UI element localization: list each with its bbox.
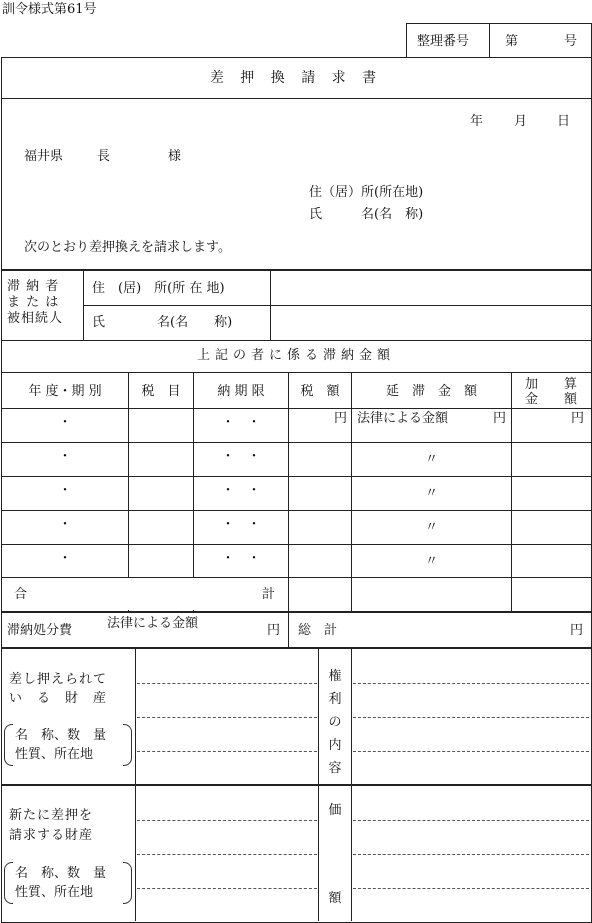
paren-right bbox=[123, 724, 132, 766]
row-dots: ・ ・ bbox=[221, 449, 261, 464]
form-title: 差 押 換 請 求 書 bbox=[209, 70, 383, 86]
paren-right bbox=[123, 862, 132, 904]
th-nokigen: 納 期 限 bbox=[217, 384, 265, 399]
fees-total-label: 総 計 bbox=[298, 623, 338, 638]
th-entai: 延 滞 金 額 bbox=[385, 384, 477, 399]
th-zeimoku: 税 目 bbox=[141, 384, 181, 399]
total-left: 合 bbox=[14, 587, 28, 602]
row-ditto: 〃 bbox=[424, 452, 438, 467]
th-kasan: 加 算 金 額 bbox=[524, 377, 577, 407]
addressee-pref: 福井県 bbox=[24, 149, 64, 164]
row-dot: ・ bbox=[58, 551, 72, 566]
fees-label: 滞納処分費 bbox=[7, 623, 73, 638]
fees-legal-amount: 法律による金額 bbox=[107, 616, 199, 631]
delinquent-address-label: 住 (居) 所(所 在 地) bbox=[92, 281, 225, 296]
seized-property-label: 差し押えられて い る 財 産 bbox=[9, 672, 108, 706]
delinquent-name-label: 氏 名(名 称) bbox=[92, 315, 233, 330]
row-kasan-yen: 円 bbox=[570, 411, 584, 426]
date-month: 月 bbox=[514, 114, 528, 129]
requested-detail: 名 称、数 量 性質、所在地 bbox=[15, 866, 107, 900]
th-zeigaku: 税 額 bbox=[300, 384, 340, 399]
value-label-top: 価 bbox=[328, 803, 342, 818]
reference-number-box bbox=[406, 23, 592, 58]
addressee-cho: 長 bbox=[97, 149, 111, 164]
date-day: 日 bbox=[557, 114, 571, 129]
requested-property-label: 新たに差押を 請求する財産 bbox=[9, 808, 94, 843]
reference-dai: 第 bbox=[505, 34, 519, 49]
applicant-name-label: 氏 名(名 称) bbox=[309, 207, 424, 222]
form-id: 訓令様式第61号 bbox=[2, 2, 97, 17]
th-nendo: 年 度・期 別 bbox=[28, 384, 102, 399]
row-dot: ・ bbox=[58, 415, 72, 430]
fees-total-yen: 円 bbox=[570, 623, 584, 638]
row-dot: ・ bbox=[58, 483, 72, 498]
seized-detail: 名 称、数 量 性質、所在地 bbox=[15, 728, 107, 762]
applicant-address-label: 住（居）所(所在地) bbox=[309, 185, 424, 200]
right-content-label: 権 利 の 内 容 bbox=[328, 669, 342, 776]
row-dots: ・ ・ bbox=[221, 415, 261, 430]
paren-left bbox=[4, 724, 13, 766]
reference-go: 号 bbox=[564, 34, 578, 49]
reference-number-label: 整理番号 bbox=[417, 34, 470, 49]
paren-left bbox=[4, 862, 13, 904]
row-legal-amount: 法律による金額 bbox=[357, 411, 449, 426]
row-dots: ・ ・ bbox=[221, 517, 261, 532]
section-title: 上記の者に係る滞納金額 bbox=[196, 348, 395, 363]
row-yen: 円 bbox=[333, 411, 347, 426]
row-entai-yen: 円 bbox=[492, 411, 506, 426]
date-year: 年 bbox=[470, 114, 484, 129]
row-ditto: 〃 bbox=[424, 486, 438, 501]
request-text: 次のとおり差押換えを請求します。 bbox=[24, 240, 231, 255]
row-dot: ・ bbox=[58, 517, 72, 532]
row-dots: ・ ・ bbox=[221, 483, 261, 498]
addressee-sama: 様 bbox=[168, 149, 182, 164]
row-ditto: 〃 bbox=[424, 520, 438, 535]
delinquent-label: 滞 納 者 ま た は 被相続人 bbox=[7, 279, 64, 326]
row-dot: ・ bbox=[58, 449, 72, 464]
value-label-bottom: 額 bbox=[328, 891, 342, 906]
row-dots: ・ ・ bbox=[221, 551, 261, 566]
total-right: 計 bbox=[262, 587, 276, 602]
fees-yen: 円 bbox=[267, 623, 281, 638]
row-ditto: 〃 bbox=[424, 554, 438, 569]
